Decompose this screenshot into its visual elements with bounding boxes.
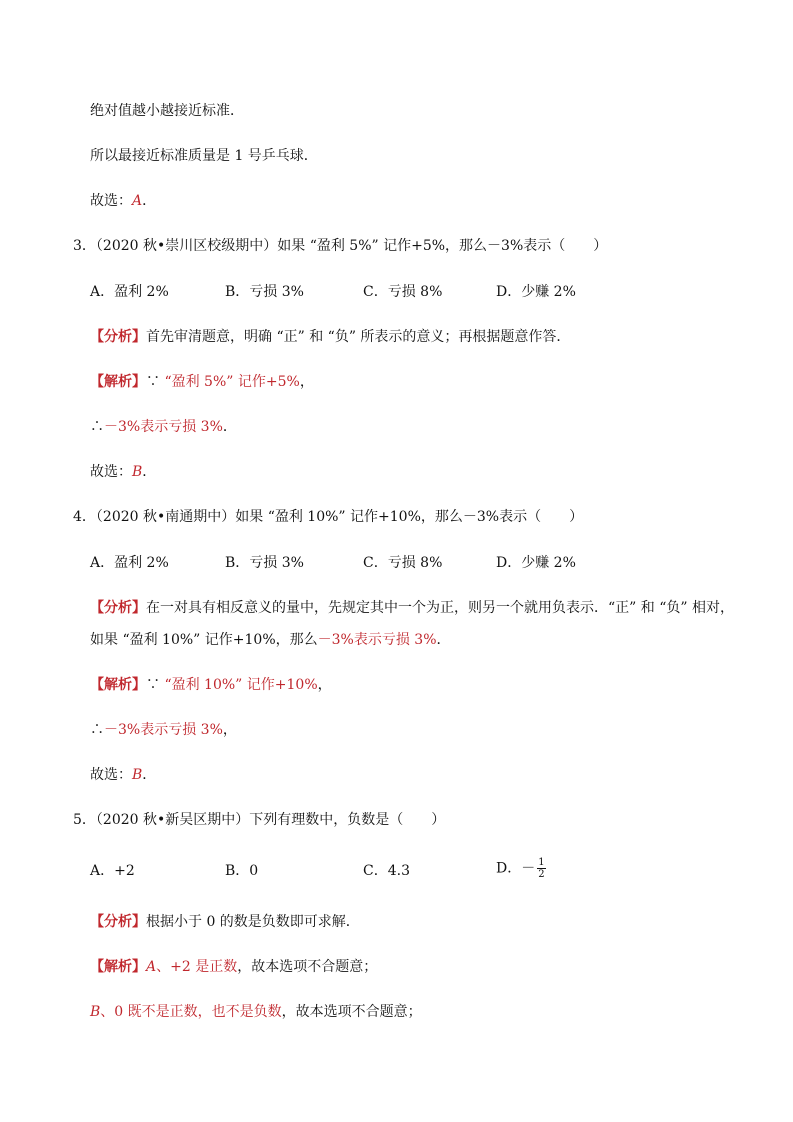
analysis-text: 根据小于 0 的数是负数即可求解． bbox=[146, 914, 360, 930]
therefore-highlight: －3%表示亏损 3% bbox=[104, 419, 223, 435]
analysis-text: 在一对具有相反意义的量中，先规定其中一个为正，则另一个就用负表示．“正” 和 “负” 相对， bbox=[146, 600, 734, 616]
answer-suffix: ． bbox=[142, 193, 157, 209]
solution-highlight: “盈利 5%” 记作+5% bbox=[164, 374, 300, 390]
solution-highlight: “盈利 10%” 记作+10% bbox=[164, 677, 318, 693]
option-b: B．0 bbox=[225, 863, 259, 879]
option-d-prefix: D．－ bbox=[496, 860, 536, 877]
question-4-stem: 4．（2020 秋•南通期中）如果 “盈利 10%” 记作+10%，那么－3%表示（ ） bbox=[73, 509, 584, 525]
therefore-highlight: －3%表示亏损 3% bbox=[104, 722, 223, 738]
option-a: A．+2 bbox=[90, 863, 135, 879]
analysis-suffix: ． bbox=[436, 632, 451, 648]
answer-prefix: 故选： bbox=[90, 767, 132, 783]
solution-b-highlight: 、0 既不是正数，也不是负数 bbox=[100, 1004, 282, 1020]
solution-a-highlight: 、+2 是正数 bbox=[156, 959, 238, 975]
question-5-stem: 5．（2020 秋•新吴区期中）下列有理数中，负数是（ ） bbox=[73, 812, 446, 828]
option-b: B．亏损 3% bbox=[225, 284, 304, 300]
question-5-analysis bbox=[90, 912, 360, 932]
option-d bbox=[496, 857, 546, 880]
therefore-suffix: ． bbox=[222, 419, 237, 435]
question-5-solution-b bbox=[90, 1002, 422, 1022]
solution-suffix: ， bbox=[299, 374, 314, 390]
analysis-highlight: －3%表示亏损 3% bbox=[317, 632, 437, 648]
solution-label: 【解析】 bbox=[90, 374, 146, 390]
question-4-therefore bbox=[90, 720, 237, 740]
analysis-text: 首先审清题意，明确 “正” 和 “负” 所表示的意义；再根据题意作答． bbox=[146, 329, 571, 345]
answer-line bbox=[90, 191, 156, 211]
option-a: A．盈利 2% bbox=[90, 284, 169, 300]
answer-letter: B bbox=[132, 464, 143, 480]
question-3-solution bbox=[90, 372, 314, 392]
question-3-therefore bbox=[90, 417, 237, 437]
therefore-suffix: ， bbox=[222, 722, 237, 738]
fraction-denominator: 2 bbox=[538, 869, 545, 880]
answer-prefix: 故选： bbox=[90, 193, 132, 209]
solution-b-rest: ，故本选项不合题意； bbox=[281, 1004, 422, 1020]
answer-suffix: ． bbox=[142, 767, 157, 783]
text-line: 绝对值越小越接近标准． bbox=[90, 103, 244, 119]
analysis-label: 【分析】 bbox=[90, 329, 146, 345]
solution-label: 【解析】 bbox=[90, 677, 146, 693]
solution-b-letter: B bbox=[90, 1004, 101, 1020]
option-d: D．少赚 2% bbox=[496, 284, 576, 300]
question-4-analysis bbox=[90, 598, 734, 618]
question-4-answer bbox=[90, 765, 156, 785]
option-a: A．盈利 2% bbox=[90, 555, 169, 571]
answer-suffix: ． bbox=[142, 464, 157, 480]
question-3-stem: 3．（2020 秋•崇川区校级期中）如果 “盈利 5%” 记作+5%，那么－3%表示（ ） bbox=[73, 238, 608, 254]
solution-label: 【解析】 bbox=[90, 959, 146, 975]
question-5-solution-a bbox=[90, 957, 377, 977]
option-d: D．少赚 2% bbox=[496, 555, 576, 571]
option-b: B．亏损 3% bbox=[225, 555, 304, 571]
because-symbol: ∵ bbox=[146, 677, 165, 693]
solution-suffix: ， bbox=[317, 677, 332, 693]
solution-a-rest: ，故本选项不合题意； bbox=[237, 959, 378, 975]
answer-letter: B bbox=[132, 767, 143, 783]
analysis-label: 【分析】 bbox=[90, 914, 146, 930]
because-symbol: ∵ bbox=[146, 374, 165, 390]
option-c: C．4.3 bbox=[363, 863, 410, 879]
answer-letter: A bbox=[132, 193, 143, 209]
therefore-symbol: ∴ bbox=[90, 722, 104, 738]
question-3-answer bbox=[90, 462, 156, 482]
text-line: 所以最接近标准质量是 1 号乒乓球． bbox=[90, 148, 318, 164]
fraction-numerator: 1 bbox=[538, 857, 545, 868]
analysis-text-2: 如果 “盈利 10%” 记作+10%，那么 bbox=[90, 632, 318, 648]
therefore-symbol: ∴ bbox=[90, 419, 104, 435]
answer-prefix: 故选： bbox=[90, 464, 132, 480]
solution-a-letter: A bbox=[146, 959, 157, 975]
analysis-label: 【分析】 bbox=[90, 600, 146, 616]
option-c: C．亏损 8% bbox=[363, 555, 443, 571]
option-c: C．亏损 8% bbox=[363, 284, 443, 300]
question-3-analysis bbox=[90, 327, 570, 347]
question-4-solution bbox=[90, 675, 332, 695]
fraction bbox=[537, 857, 545, 880]
question-4-analysis-cont bbox=[90, 630, 451, 650]
